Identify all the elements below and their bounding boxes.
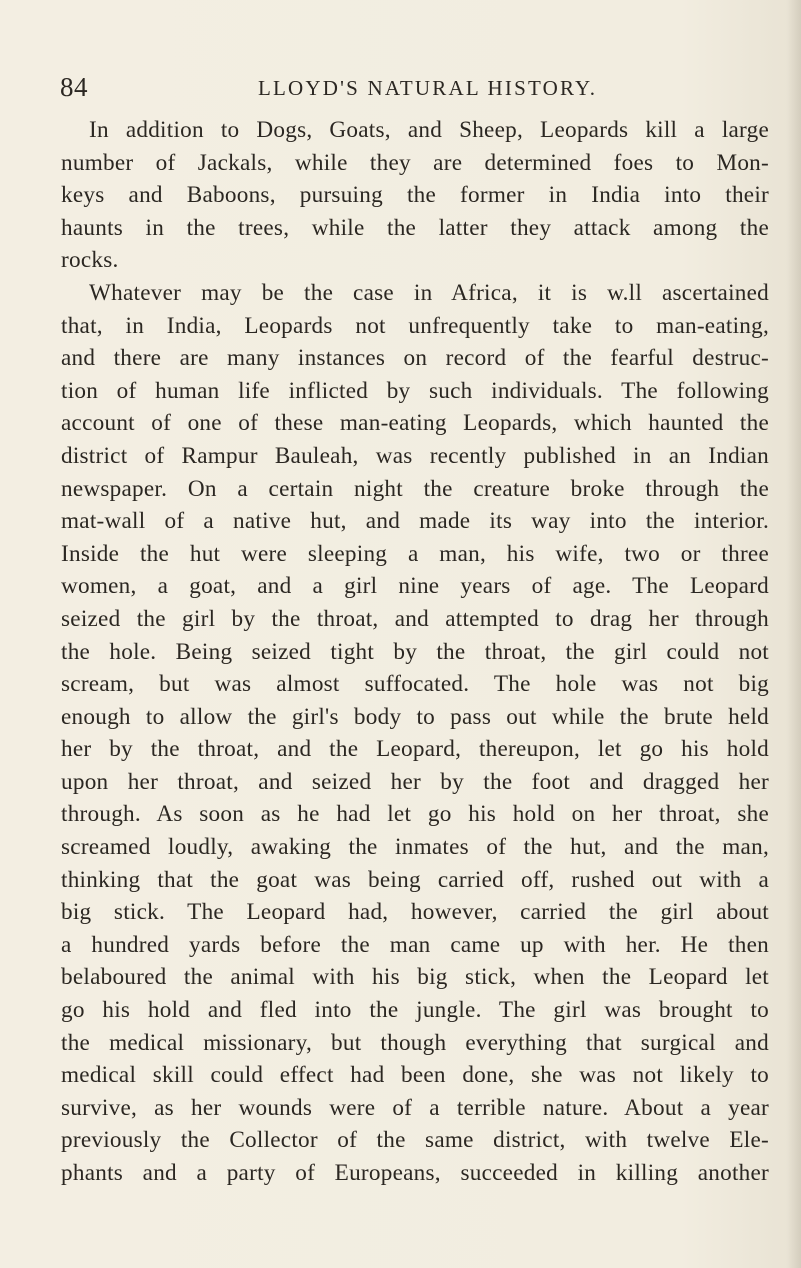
text-line: enough to allow the girl's body to pass out while the brute held — [61, 703, 769, 730]
text-line: number of Jackals, while they are determined foes to Mon- — [61, 149, 769, 176]
text-line: phants and a party of Europeans, succeeded in killing another — [61, 1160, 769, 1186]
text-line: previously the Collector of the same district, with twelve Ele- — [61, 1127, 769, 1154]
text-line: tion of human life inflicted by such individuals. The following — [61, 377, 769, 404]
page-edge-shadow — [787, 0, 801, 1268]
text-line: keys and Baboons, pursuing the former in India into their — [61, 182, 769, 209]
paragraph — [61, 277, 769, 1190]
text-line: medical skill could effect had been done, she was not likely to — [61, 1062, 769, 1089]
text-line: haunts in the trees, while the latter they attack among the — [61, 214, 769, 241]
text-line: rocks. — [61, 247, 119, 274]
text-line: seized the girl by the throat, and attempted to drag her through — [61, 605, 769, 632]
text-line: a hundred yards before the man came up with her. He then — [61, 931, 769, 958]
text-line: big stick. The Leopard had, however, carried the girl about — [61, 899, 769, 926]
text-line: that, in India, Leopards not unfrequently take to man-eating, — [61, 312, 769, 339]
text-line: through. As soon as he had let go his hold on her throat, she — [61, 801, 769, 828]
text-line: upon her throat, and seized her by the foot and dragged her — [61, 768, 769, 795]
text-line: screamed loudly, awaking the inmates of the hut, and the man, — [61, 834, 769, 861]
body-text — [61, 114, 769, 1190]
text-line: her by the throat, and the Leopard, thereupon, let go his hold — [61, 736, 769, 763]
text-line: belaboured the animal with his big stick, when the Leopard let — [61, 964, 769, 991]
text-line: the medical missionary, but though everything that surgical and — [61, 1029, 769, 1056]
text-line: the hole. Being seized tight by the throat, the girl could not — [61, 638, 769, 665]
text-line: district of Rampur Bauleah, was recently published in an Indian — [61, 442, 769, 469]
text-line: Inside the hut were sleeping a man, his wife, two or three — [61, 540, 769, 567]
text-line: scream, but was almost suffocated. The hole was not big — [61, 671, 769, 698]
text-line: account of one of these man-eating Leopards, which haunted the — [61, 410, 769, 437]
text-line: women, a goat, and a girl nine years of age. The Leopard — [61, 573, 769, 600]
text-line: Whatever may be the case in Africa, it is w.ll ascertained — [89, 279, 769, 306]
text-line: mat-wall of a native hut, and made its way into the interior. — [61, 508, 769, 535]
running-head: LLOYD'S NATURAL HISTORY. — [258, 76, 598, 100]
text-line: go his hold and fled into the jungle. The girl was brought to — [61, 997, 769, 1024]
text-line: and there are many instances on record of the fearful destruc- — [61, 345, 769, 372]
paragraph — [61, 114, 769, 277]
text-line: thinking that the goat was being carried off, rushed out with a — [61, 866, 769, 893]
text-line: In addition to Dogs, Goats, and Sheep, Leopards kill a large — [89, 117, 769, 143]
page-number: 84 — [60, 72, 88, 102]
text-line: newspaper. On a certain night the creature broke through the — [61, 475, 769, 502]
text-line: survive, as her wounds were of a terrible nature. About a year — [61, 1094, 769, 1121]
